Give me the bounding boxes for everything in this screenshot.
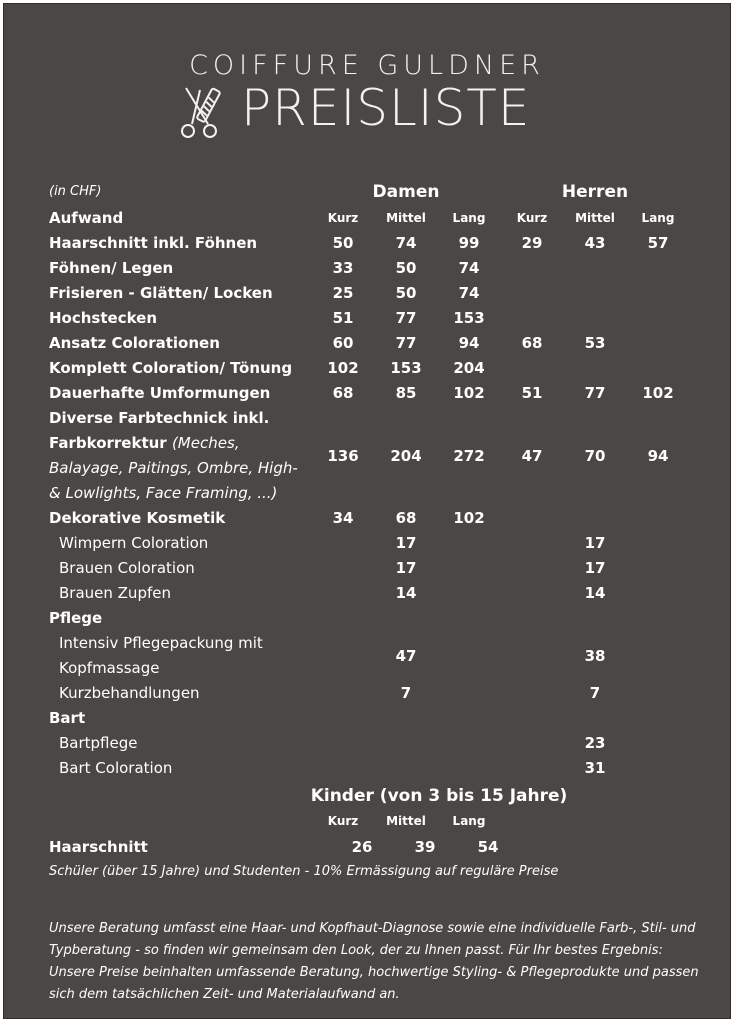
price-cell: 153 <box>453 309 485 327</box>
price-cell: 77 <box>395 309 417 327</box>
column-damen-lang: Lang <box>452 211 486 225</box>
row-label: Komplett Coloration/ Tönung <box>49 359 293 377</box>
price-cell: 102 <box>642 384 674 402</box>
price-cell: 272 <box>453 447 485 465</box>
price-cell: 7 <box>400 684 412 702</box>
price-cell: 68 <box>395 509 417 527</box>
price-cell: 102 <box>327 359 359 377</box>
kinder-title: Kinder (von 3 bis 15 Jahre) <box>310 786 568 806</box>
price-cell: 51 <box>521 384 543 402</box>
price-cell: 94 <box>647 447 669 465</box>
price-cell: 102 <box>453 384 485 402</box>
price-cell: 74 <box>458 284 480 302</box>
column-herren-mittel: Mittel <box>575 211 615 225</box>
row-label: Diverse Farbtechnick inkl. <box>49 409 270 427</box>
price-cell: 77 <box>584 384 606 402</box>
section-heading: Bart <box>49 709 86 727</box>
column-damen-mittel: Mittel <box>386 211 426 225</box>
price-cell: 153 <box>390 359 422 377</box>
price-cell: 50 <box>395 284 417 302</box>
price-cell: 50 <box>395 259 417 277</box>
price-cell: 43 <box>584 234 606 252</box>
price-cell: 102 <box>453 509 485 527</box>
price-cell: 25 <box>332 284 354 302</box>
row-label: Brauen Coloration <box>59 559 195 577</box>
column-herren-lang: Lang <box>641 211 675 225</box>
row-label: Wimpern Coloration <box>59 534 209 552</box>
row-label: Brauen Zupfen <box>59 584 171 602</box>
price-cell: 47 <box>395 647 417 665</box>
price-cell: 14 <box>584 584 606 602</box>
price-cell: 68 <box>332 384 354 402</box>
row-label: Frisieren - Glätten/ Locken <box>49 284 273 302</box>
row-label: Bart Coloration <box>59 759 173 777</box>
price-cell: 204 <box>453 359 485 377</box>
page-title: PREISLISTE <box>241 79 531 137</box>
price-cell: 26 <box>351 838 373 856</box>
row-label: Hochstecken <box>49 309 158 327</box>
price-cell: 31 <box>584 759 606 777</box>
price-cell: 17 <box>584 534 606 552</box>
row-label: Ansatz Colorationen <box>49 334 220 352</box>
column-damen-kurz: Kurz <box>327 211 359 225</box>
row-label: Kurzbehandlungen <box>59 684 200 702</box>
price-cell: 17 <box>395 534 417 552</box>
price-cell: 34 <box>332 509 354 527</box>
price-cell: 54 <box>477 838 499 856</box>
row-label: Dauerhafte Umformungen <box>49 384 271 402</box>
kinder-column-mittel: Mittel <box>386 814 426 828</box>
price-cell: 60 <box>332 334 354 352</box>
row-label: & Lowlights, Face Framing, ...) <box>49 484 278 502</box>
price-list-page <box>3 3 731 1019</box>
discount-note: Schüler (über 15 Jahre) und Studenten - 10% Ermässigung auf reguläre Preise <box>49 864 559 879</box>
price-cell: 77 <box>395 334 417 352</box>
price-cell: 57 <box>647 234 669 252</box>
row-label: Kopfmassage <box>59 659 160 677</box>
price-cell: 23 <box>584 734 606 752</box>
scissors-comb-icon <box>174 82 234 142</box>
column-herren-kurz: Kurz <box>516 211 548 225</box>
section-heading: Pflege <box>49 609 103 627</box>
price-cell: 94 <box>458 334 480 352</box>
column-aufwand: Aufwand <box>49 209 124 227</box>
price-cell: 33 <box>332 259 354 277</box>
row-label: Dekorative Kosmetik <box>49 509 226 527</box>
price-cell: 17 <box>395 559 417 577</box>
currency-note: (in CHF) <box>49 184 102 199</box>
price-cell: 70 <box>584 447 606 465</box>
price-cell: 74 <box>395 234 417 252</box>
salon-name: COIFFURE GULDNER <box>189 50 545 81</box>
price-cell: 204 <box>390 447 422 465</box>
row-label: Intensiv Pflegepackung mit <box>59 634 263 652</box>
row-label: Haarschnitt inkl. Föhnen <box>49 234 258 252</box>
kinder-column-lang: Lang <box>452 814 486 828</box>
row-label: Farbkorrektur (Meches, <box>49 434 240 452</box>
group-damen: Damen <box>372 182 440 202</box>
kinder-column-kurz: Kurz <box>327 814 359 828</box>
footer-text: Unsere Beratung umfasst eine Haar- und Kopfhaut-Diagnose sowie eine individuelle Farb-, Stil- und Typberatung - so finden wir gemeinsam den Look, der zu Ihnen passt. Für Ihr bestes Ergebnis: Unsere Preise beinhalten umfassende Beratung, hochwertige Styling- & Pflegeprodukte und passen sich dem tatsächlichen Zeit- und Materialaufwand an. <box>49 921 699 1002</box>
kinder-row-label: Haarschnitt <box>49 838 148 856</box>
price-cell: 7 <box>589 684 601 702</box>
row-label: Bartpflege <box>59 734 138 752</box>
price-cell: 38 <box>584 647 606 665</box>
price-cell: 50 <box>332 234 354 252</box>
price-cell: 29 <box>521 234 543 252</box>
price-cell: 74 <box>458 259 480 277</box>
price-cell: 17 <box>584 559 606 577</box>
row-label: Föhnen/ Legen <box>49 259 174 277</box>
price-cell: 136 <box>327 447 359 465</box>
price-cell: 39 <box>414 838 436 856</box>
price-cell: 14 <box>395 584 417 602</box>
group-herren: Herren <box>561 182 629 202</box>
price-cell: 85 <box>395 384 417 402</box>
row-label: Balayage, Paitings, Ombre, High- <box>49 459 298 477</box>
price-cell: 53 <box>584 334 606 352</box>
price-cell: 51 <box>332 309 354 327</box>
price-cell: 47 <box>521 447 543 465</box>
price-cell: 99 <box>458 234 480 252</box>
price-cell: 68 <box>521 334 543 352</box>
